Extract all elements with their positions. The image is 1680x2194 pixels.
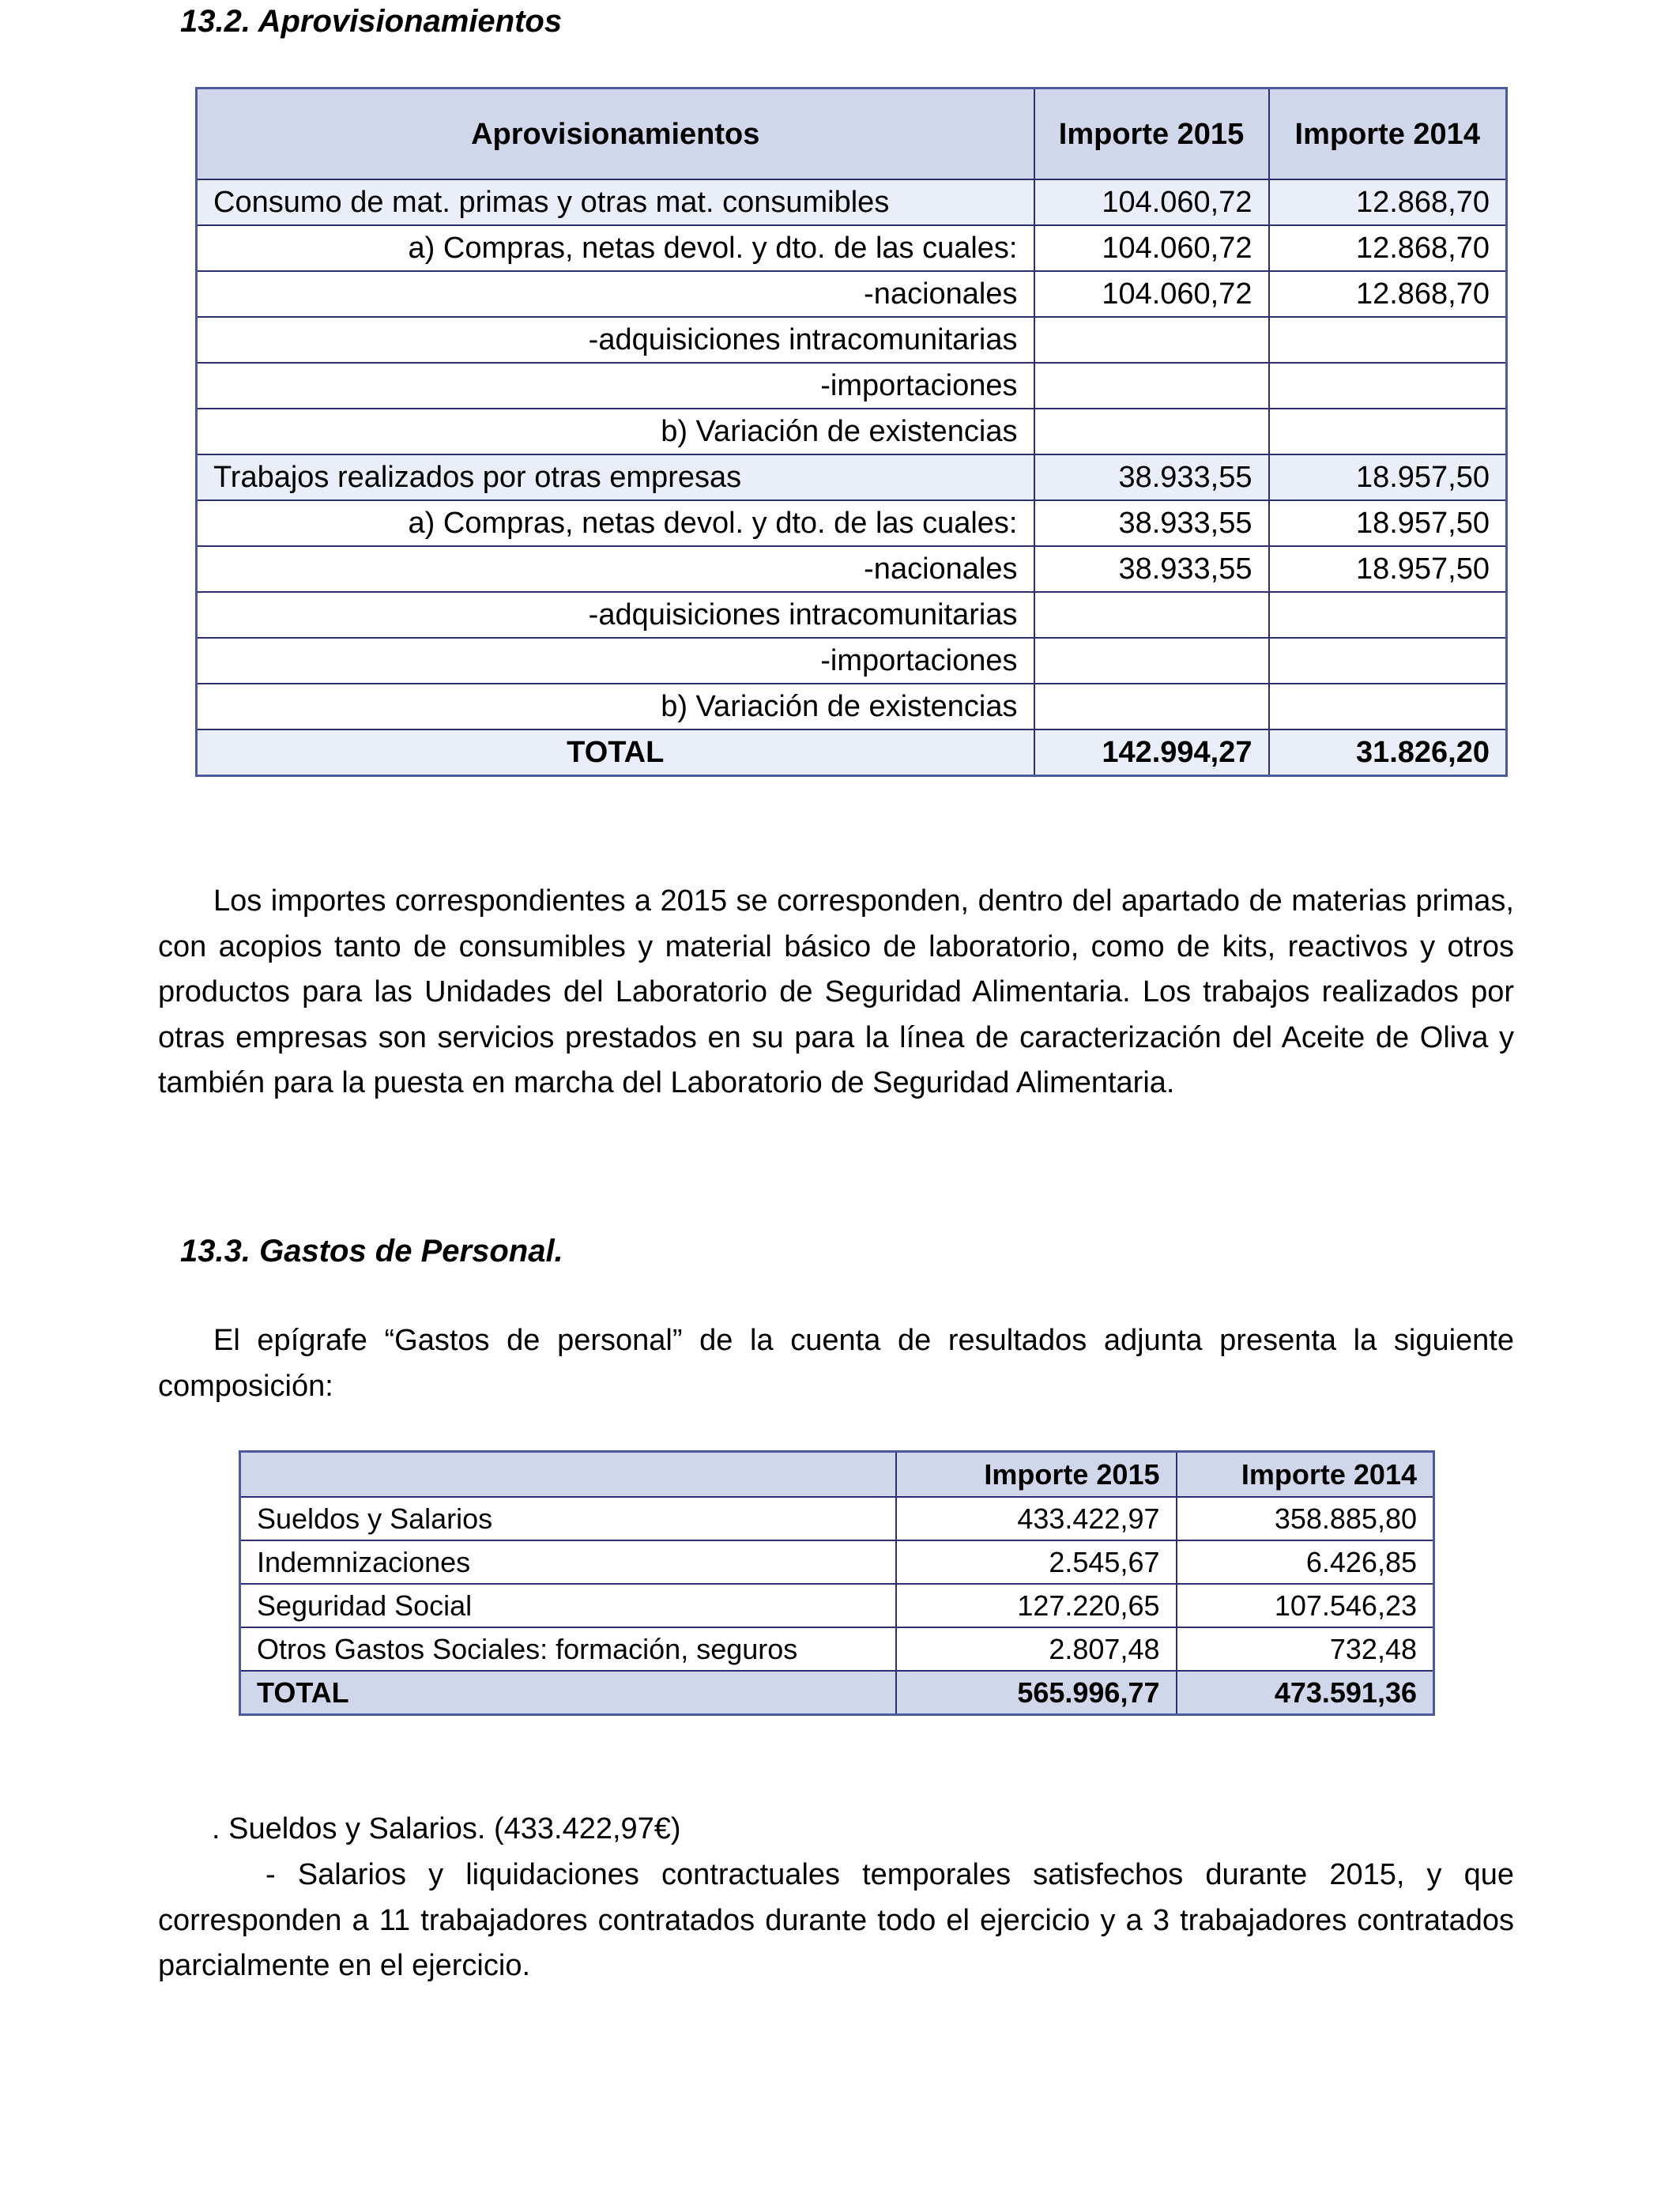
value-2015: 38.933,55 <box>1034 454 1269 500</box>
table-row <box>197 179 1507 225</box>
table-row <box>197 225 1507 271</box>
gastos-personal-table <box>239 1450 1435 1716</box>
value-2015: 38.933,55 <box>1034 500 1269 546</box>
column-header-2014: Importe 2014 <box>1177 1452 1434 1498</box>
table-row <box>197 363 1507 409</box>
total-label: TOTAL <box>240 1671 896 1715</box>
value-2015 <box>1034 317 1269 363</box>
row-label: -importaciones <box>197 363 1034 409</box>
value-2014 <box>1269 409 1507 454</box>
row-label: -nacionales <box>197 546 1034 592</box>
table-row <box>197 317 1507 363</box>
value-2015 <box>1034 592 1269 638</box>
value-2014: 12.868,70 <box>1269 225 1507 271</box>
value-2014: 6.426,85 <box>1177 1540 1434 1584</box>
value-2014 <box>1269 684 1507 729</box>
aprovisionamientos-explanation: Los importes correspondientes a 2015 se corresponden, dentro del apartado de materias primas, con acopios tanto de consumibles y material básico de laboratorio, como de kits, reactivos y otros productos para las Unidades del Laboratorio de Seguridad Alimentaria. Los trabajos realizados por otras empresas son servicios prestados en su para la línea de caracterización del Aceite de Oliva y también para la puesta en marcha del Laboratorio de Seguridad Alimentaria. <box>158 884 1514 1099</box>
value-2014: 732,48 <box>1177 1627 1434 1671</box>
row-label: Seguridad Social <box>240 1584 896 1627</box>
row-label: b) Variación de existencias <box>197 684 1034 729</box>
table-row <box>197 546 1507 592</box>
table-row <box>197 684 1507 729</box>
row-label: Trabajos realizados por otras empresas <box>197 454 1034 500</box>
total-row <box>197 729 1507 776</box>
section-heading-gastos-personal: 13.3. Gastos de Personal. <box>180 1234 563 1269</box>
table-row <box>197 454 1507 500</box>
column-header-2015: Importe 2015 <box>896 1452 1177 1498</box>
row-label: -adquisiciones intracomunitarias <box>197 592 1034 638</box>
value-2014 <box>1269 363 1507 409</box>
total-2015: 142.994,27 <box>1034 729 1269 776</box>
value-2014: 12.868,70 <box>1269 271 1507 317</box>
table-row <box>240 1584 1434 1627</box>
column-header-concept <box>240 1452 896 1498</box>
value-2015 <box>1034 409 1269 454</box>
value-2015 <box>1034 684 1269 729</box>
section-heading-aprovisionamientos: 13.2. Aprovisionamientos <box>180 4 563 39</box>
table-row <box>240 1627 1434 1671</box>
value-2015 <box>1034 638 1269 684</box>
table-row <box>197 409 1507 454</box>
row-label: Otros Gastos Sociales: formación, seguros <box>240 1627 896 1671</box>
aprovisionamientos-table <box>195 87 1508 777</box>
value-2014: 18.957,50 <box>1269 500 1507 546</box>
table-header-row <box>197 89 1507 180</box>
aprovisionamientos-table-body <box>197 179 1507 776</box>
row-label: Indemnizaciones <box>240 1540 896 1584</box>
table-row <box>240 1540 1434 1584</box>
total-2014: 31.826,20 <box>1269 729 1507 776</box>
row-label: -adquisiciones intracomunitarias <box>197 317 1034 363</box>
value-2015 <box>1034 363 1269 409</box>
row-label: a) Compras, netas devol. y dto. de las cuales: <box>197 225 1034 271</box>
table-row <box>197 638 1507 684</box>
value-2015: 433.422,97 <box>896 1497 1177 1540</box>
column-header-concept: Aprovisionamientos <box>197 89 1034 180</box>
row-label: a) Compras, netas devol. y dto. de las cuales: <box>197 500 1034 546</box>
value-2015: 104.060,72 <box>1034 271 1269 317</box>
value-2014: 18.957,50 <box>1269 546 1507 592</box>
value-2014 <box>1269 317 1507 363</box>
row-label: Sueldos y Salarios <box>240 1497 896 1540</box>
column-header-2014: Importe 2014 <box>1269 89 1507 180</box>
total-2014: 473.591,36 <box>1177 1671 1434 1715</box>
value-2014: 12.868,70 <box>1269 179 1507 225</box>
value-2015: 104.060,72 <box>1034 179 1269 225</box>
value-2015: 127.220,65 <box>896 1584 1177 1627</box>
gastos-personal-intro: El epígrafe “Gastos de personal” de la cuenta de resultados adjunta presenta la siguiente composición: <box>158 1324 1514 1403</box>
table-row <box>197 500 1507 546</box>
value-2014: 107.546,23 <box>1177 1584 1434 1627</box>
total-label: TOTAL <box>197 729 1034 776</box>
sueldos-salarios-title: . Sueldos y Salarios. (433.422,97€) <box>212 1812 681 1845</box>
table-row <box>240 1497 1434 1540</box>
table-header-row <box>240 1452 1434 1498</box>
total-row <box>240 1671 1434 1715</box>
row-label: Consumo de mat. primas y otras mat. consumibles <box>197 179 1034 225</box>
value-2015: 104.060,72 <box>1034 225 1269 271</box>
sueldos-salarios-detail: - Salarios y liquidaciones contractuales temporales satisfechos durante 2015, y que corresponden a 11 trabajadores contratados durante todo el ejercicio y a 3 trabajadores contratados parcialmente en el ejercicio. <box>158 1858 1514 1982</box>
value-2014: 18.957,50 <box>1269 454 1507 500</box>
row-label: -importaciones <box>197 638 1034 684</box>
gastos-personal-table-body <box>240 1497 1434 1715</box>
value-2014 <box>1269 638 1507 684</box>
value-2015: 2.807,48 <box>896 1627 1177 1671</box>
table-row <box>197 592 1507 638</box>
row-label: -nacionales <box>197 271 1034 317</box>
table-row <box>197 271 1507 317</box>
column-header-2015: Importe 2015 <box>1034 89 1269 180</box>
value-2015: 2.545,67 <box>896 1540 1177 1584</box>
row-label: b) Variación de existencias <box>197 409 1034 454</box>
value-2014 <box>1269 592 1507 638</box>
total-2015: 565.996,77 <box>896 1671 1177 1715</box>
value-2014: 358.885,80 <box>1177 1497 1434 1540</box>
value-2015: 38.933,55 <box>1034 546 1269 592</box>
